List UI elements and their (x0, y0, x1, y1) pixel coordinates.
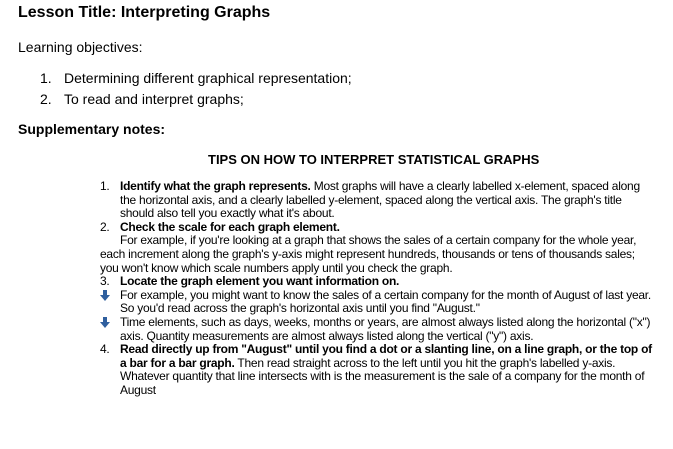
tip-item-1 (100, 180, 655, 221)
tip-number: 3. (100, 274, 110, 289)
tip-body: For example, if you're looking at a graph that shows the sales of a certain company for the whole year, each increment along the graph's y-axis might represent hundreds, thousands or tens of thousands sales; you won't know which scale numbers apply until you check the graph. (100, 233, 637, 275)
list-item-number: 1. (40, 70, 52, 86)
bullet-item (100, 316, 655, 343)
bullet-item (100, 289, 655, 316)
tips-list (100, 180, 655, 398)
objectives-heading: Learning objectives: (18, 39, 143, 55)
tip-item-3 (100, 275, 655, 289)
supplementary-heading: Supplementary notes: (18, 121, 166, 137)
tip-heading: Read directly up from "August" until you find a dot or a slanting line, on a line graph, or the top of a bar for a bar graph. (120, 342, 652, 370)
tip-text: Then read straight across to the left until you hit the graph's labelled y-axis. Whatever quantity that line intersects with is the measurement is the sale of a company for the month of August (120, 355, 645, 397)
bullet-text: Time elements, such as days, weeks, months or years, are almost always listed along the horizontal ("x") axis. Quantity measurements are almost always listed along the vertical ("y") axis. (120, 314, 651, 343)
list-item (40, 68, 352, 89)
tip-number: 1. (100, 179, 110, 193)
tip-item-2 (100, 221, 655, 235)
tips-heading: TIPS ON HOW TO INTERPRET STATISTICAL GRAPHS (208, 152, 540, 167)
objectives-list (40, 68, 352, 110)
tip-number: 2. (100, 219, 110, 234)
tip-heading: Identify what the graph represents. (120, 179, 311, 193)
tip-heading: Locate the graph element you want information on. (120, 274, 400, 289)
list-item (40, 89, 352, 110)
list-item-number: 2. (40, 91, 52, 107)
down-arrow-bullet-icon (100, 290, 110, 301)
list-item-text: Determining different graphical representation; (64, 70, 352, 86)
tip-number: 4. (100, 342, 110, 357)
down-arrow-bullet-icon (100, 317, 110, 328)
tip-item-4 (100, 343, 655, 397)
lesson-title: Lesson Title: Interpreting Graphs (18, 4, 271, 21)
tip-text: Most graphs will have a clearly labelled x-element, spaced along the horizontal axis, and a clearly labelled y-element, spaced along the vertical axis. The graph's title should also tell you exactly what it's about. (120, 179, 640, 221)
tip-heading: Check the scale for each graph element. (120, 219, 340, 234)
list-item-text: To read and interpret graphs; (64, 91, 244, 107)
bullet-text: For example, you might want to know the sales of a certain company for the month of August of last year. So you'd read across the graph's horizontal axis until you find "August." (120, 287, 651, 316)
